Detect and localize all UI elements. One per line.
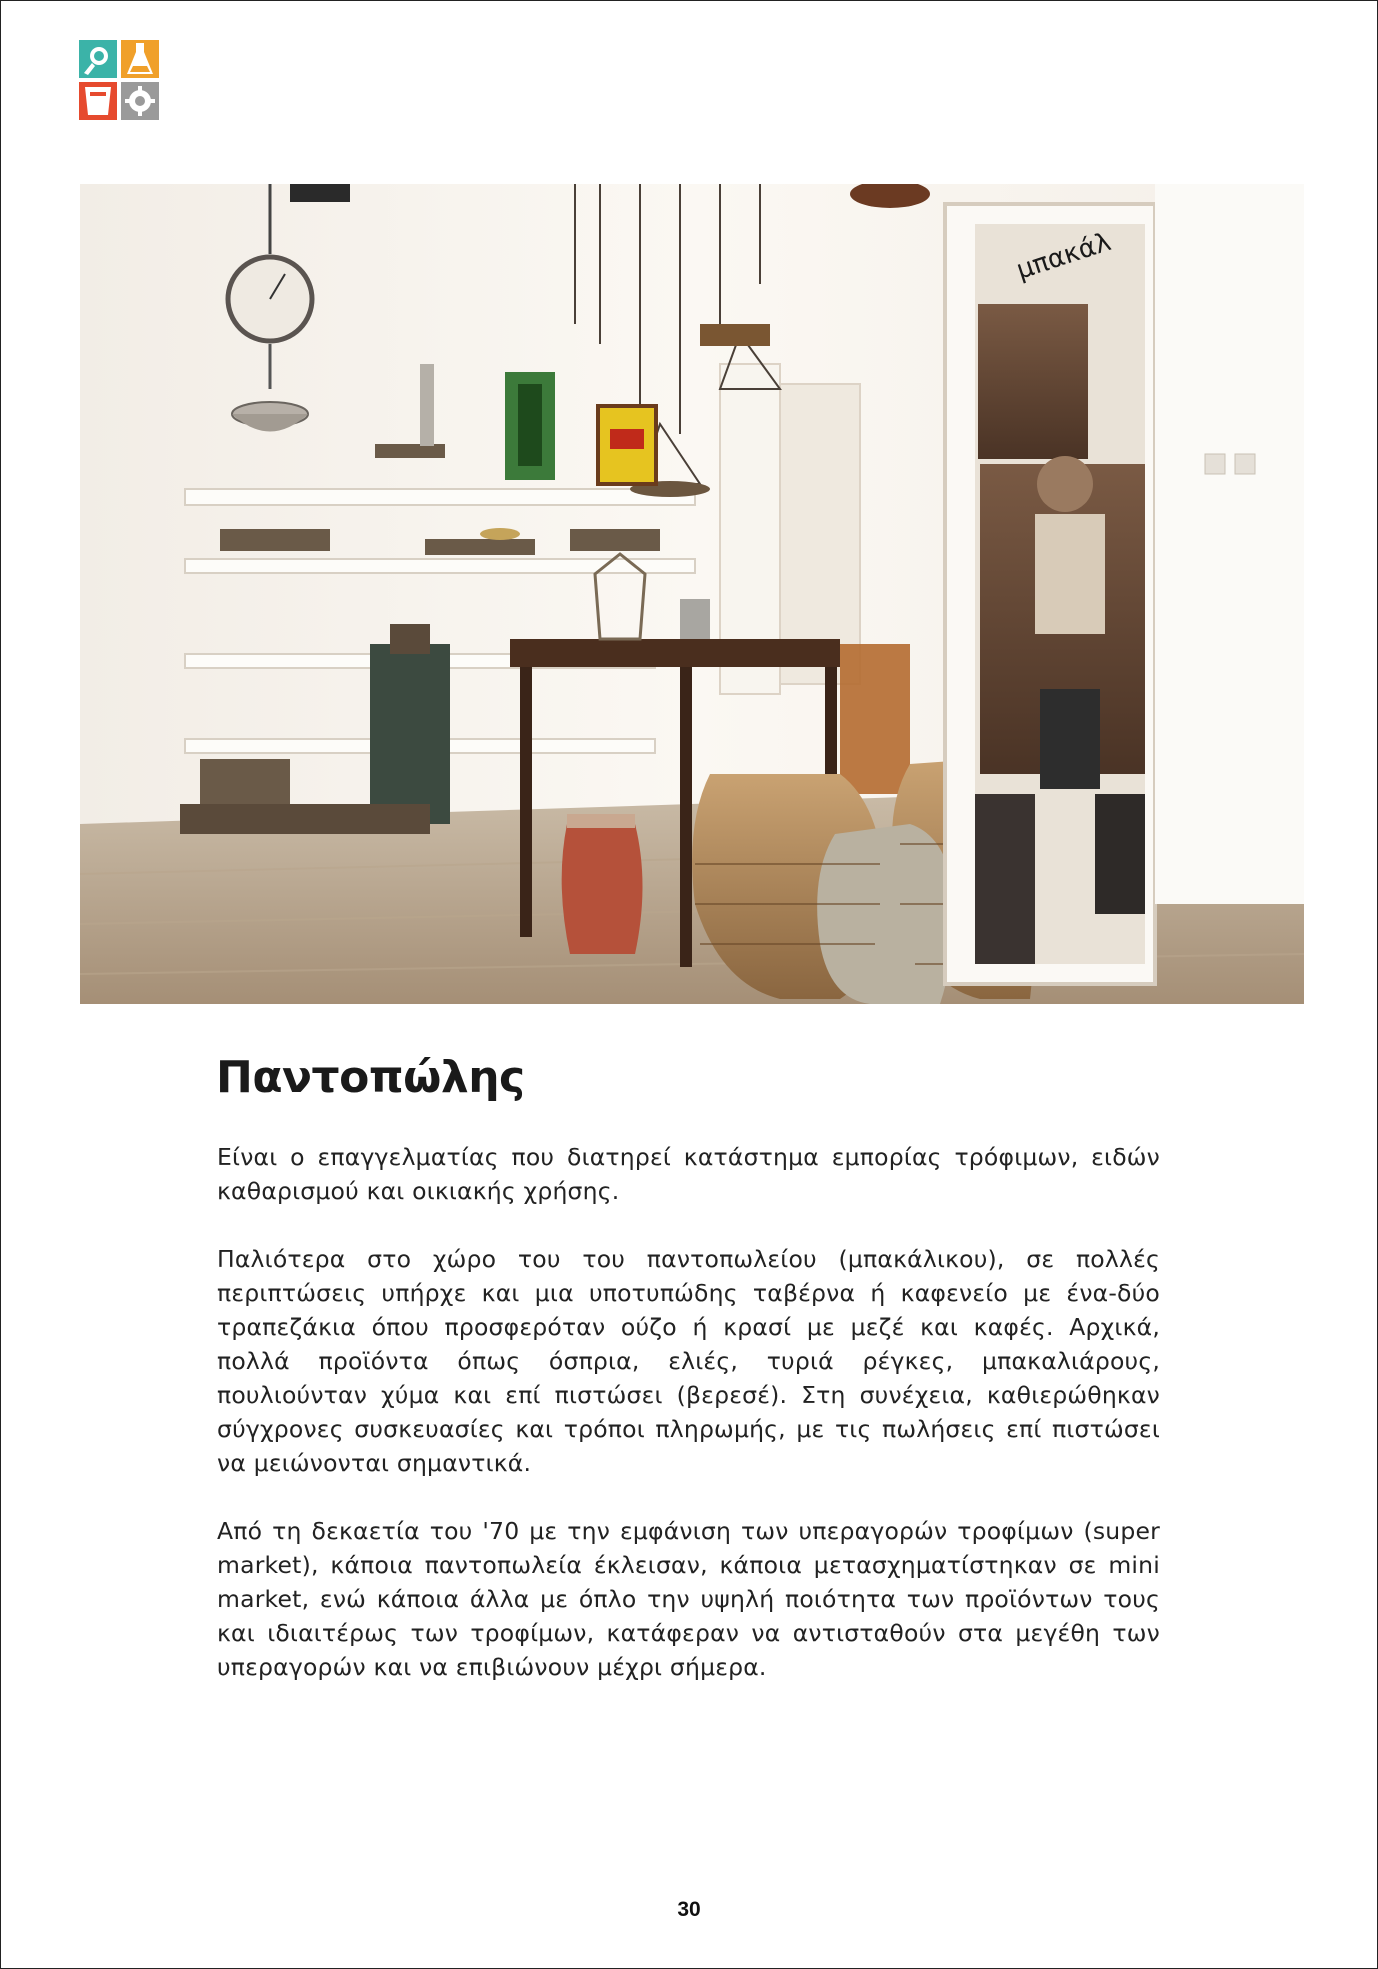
paragraph: Από τη δεκαετία του '70 με την εμφάνιση των υπεραγορών τροφίμων (super market), κάποια παντοπωλεία έκλεισαν, κάποια μετασχηματίστηκαν σε mini market, ενώ κάποια άλλα με όπλο την υψηλή ποιότητα των προϊόντων τους και ιδιαιτέρως των τροφίμων, κατάφεραν να αντισταθούν στα μεγέθη των υπεραγορών και να επιβιώνουν μέχρι σήμερα. [217, 1517, 1160, 1681]
container-icon [79, 82, 117, 120]
logo-tile-teal [79, 40, 117, 78]
logo [79, 40, 159, 120]
magnifier-icon [79, 40, 117, 78]
gear-icon [121, 82, 159, 120]
logo-tile-grey [121, 82, 159, 120]
flask-icon [121, 40, 159, 78]
article-body [217, 1140, 1160, 1718]
paragraph: Είναι ο επαγγελματίας που διατηρεί κατάστημα εμπορίας τρόφιμων, ειδών καθαρισμού και οικιακής χρήσης. [217, 1143, 1160, 1205]
paragraph: Παλιότερα στο χώρο του του παντοπωλείου (μπακάλικου), σε πολλές περιπτώσεις υπήρχε και μια υποτυπώδης ταβέρνα ή καφενείο με ένα-δύο τραπεζάκια όπου προσφερόταν ούζο ή κρασί με μεζέ και καφές. Αρχικά, πολλά προϊόντα όπως όσπρια, ελιές, τυριά ρέγκες, μπακαλιάρους, πουλιούνταν χύμα και επί πιστώσει (βερεσέ). Στη συνέχεια, καθιερώθηκαν σύγχρονες συσκευασίες και τρόποι πληρωμής, με τις πωλήσεις επί πιστώσει να μειώνονται σημαντικά. [217, 1245, 1160, 1477]
logo-tile-red [79, 82, 117, 120]
photo-sign-text: μπακάλ [1012, 227, 1115, 286]
logo-tile-orange [121, 40, 159, 78]
page-number: 30 [677, 1898, 701, 1921]
page-title: Παντοπώλης [216, 1052, 525, 1103]
grocery-store-photo [80, 184, 1304, 1004]
